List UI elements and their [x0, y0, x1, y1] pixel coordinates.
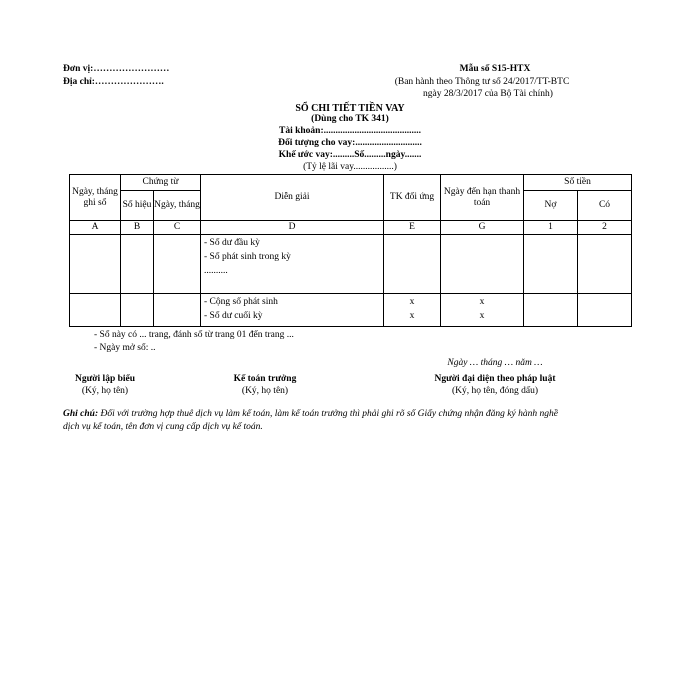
accountant-note: (Ký, họ tên) — [241, 386, 289, 396]
cell[interactable] — [441, 235, 524, 294]
header-due-date: Ngày đến hạn thanh toán — [441, 175, 524, 221]
interest-rate-line: (Tỷ lệ lãi vay.................) — [303, 162, 397, 172]
header-description: Diễn giải — [201, 175, 384, 221]
cell[interactable] — [121, 235, 154, 294]
column-code: B — [121, 221, 154, 235]
column-code: G — [441, 221, 524, 235]
x-mark: x — [409, 297, 415, 308]
header-amount: Số tiền — [524, 175, 632, 191]
form-basis-line2: ngày 28/3/2017 của Bộ Tài chính) — [423, 89, 553, 99]
period-transactions-label: - Số phát sinh trong kỳ — [204, 251, 291, 262]
representative-note: (Ký, họ tên, đóng dấu) — [451, 386, 538, 396]
column-code: E — [384, 221, 441, 235]
date-line: Ngày … tháng … năm … — [447, 358, 543, 368]
accountant-title: Kế toán trưởng — [233, 374, 297, 384]
form-basis-line1: (Ban hành theo Thông tư số 24/2017/TT-BTC — [394, 77, 570, 87]
x-mark: x — [479, 311, 485, 321]
header-date: Ngày, tháng ghi sổ — [70, 175, 121, 221]
header-voucher: Chứng từ — [121, 175, 201, 191]
footnote-line2: dịch vụ kế toán, tên đơn vị cung cấp dịch vụ kế toán. — [63, 422, 263, 432]
closing-balance-label: - Số dư cuối kỳ — [204, 311, 263, 321]
column-code: 2 — [578, 221, 632, 235]
ellipsis-line: .......... — [204, 265, 228, 276]
cell[interactable] — [578, 235, 632, 294]
footnote-line1 — [63, 409, 558, 419]
page-subtitle: (Dùng cho TK 341) — [311, 114, 389, 124]
pages-note: - Sổ này có ... trang, đánh số từ trang 01 đến trang ... — [94, 330, 294, 340]
representative-title: Người đại diện theo pháp luật — [434, 374, 556, 384]
cell[interactable] — [384, 235, 441, 294]
header-contra-account: TK đối ứng — [384, 175, 441, 221]
table-row — [70, 235, 632, 294]
description-cell[interactable] — [201, 294, 384, 327]
cell[interactable] — [524, 294, 578, 327]
cell[interactable] — [524, 235, 578, 294]
account-line: Tài khoản:......................................... — [279, 126, 421, 136]
column-code: D — [201, 221, 384, 235]
cell[interactable] — [121, 294, 154, 327]
header-voucher-date: Ngày, tháng — [154, 191, 201, 221]
header-credit: Có — [578, 191, 632, 221]
header-voucher-no: Số hiệu — [121, 191, 154, 221]
cell[interactable] — [154, 294, 201, 327]
page-title: SỔ CHI TIẾT TIỀN VAY — [295, 103, 405, 114]
address-label: Địa chỉ:…………………. — [63, 77, 164, 87]
cell[interactable] — [70, 294, 121, 327]
borrower-line: Đối tượng cho vay:............................ — [278, 138, 422, 148]
cell[interactable] — [154, 235, 201, 294]
cell[interactable] — [578, 294, 632, 327]
form-code: Mẫu số S15-HTX — [459, 64, 531, 74]
total-transactions-label: - Cộng số phát sinh — [204, 297, 278, 308]
preparer-note: (Ký, họ tên) — [81, 386, 129, 396]
open-date-note: - Ngày mở sổ: .. — [94, 343, 156, 353]
contract-line: Khế ước vay:.........Số.........ngày....... — [278, 150, 422, 160]
column-code: C — [154, 221, 201, 235]
x-mark: x — [479, 297, 485, 308]
due-date-marks — [441, 294, 524, 327]
table-row — [70, 294, 632, 327]
x-mark: x — [409, 311, 415, 321]
description-cell[interactable] — [201, 235, 384, 294]
opening-balance-label: - Số dư đầu kỳ — [204, 238, 260, 248]
cell[interactable] — [70, 235, 121, 294]
ledger-table — [69, 174, 632, 327]
footnote-text: Đối với trường hợp thuê dịch vụ làm kế toán, làm kế toán trưởng thì phải ghi rõ số Giấy chứng nhận đăng ký hành nghề — [98, 409, 558, 419]
contra-account-marks — [384, 294, 441, 327]
footnote-label: Ghi chú: — [63, 409, 99, 419]
column-code: 1 — [524, 221, 578, 235]
column-code: A — [70, 221, 121, 235]
unit-label: Đơn vị:…………………… — [63, 64, 170, 74]
preparer-title: Người lập biểu — [74, 374, 136, 384]
header-debit: Nợ — [524, 191, 578, 221]
